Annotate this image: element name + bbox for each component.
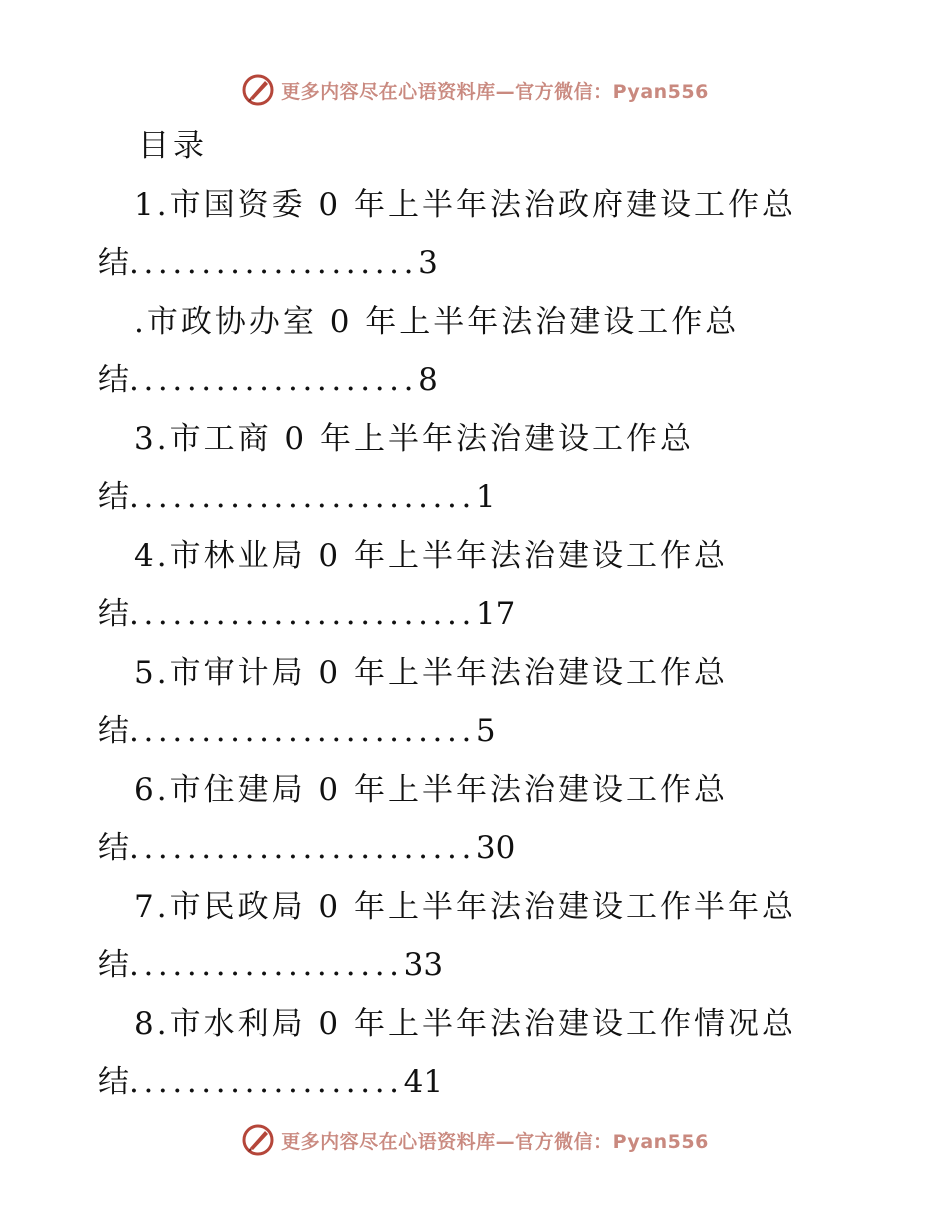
toc-heading: 目录	[138, 128, 208, 164]
toc-entry-leader	[98, 1058, 443, 1106]
header-watermark	[0, 70, 950, 110]
toc-entry-dots: ...................	[129, 1064, 404, 1100]
toc-entry-title: 4.市林业局 0 年上半年法治建设工作总	[134, 538, 729, 574]
toc-entry-dots: ........................	[129, 596, 476, 632]
toc-entry-page: 41	[403, 1064, 444, 1100]
toc-entry-page: 33	[403, 947, 444, 983]
toc-entry-dots: ...................	[129, 947, 404, 983]
toc-entry-page: 3	[418, 245, 438, 281]
toc-entry-dots: ........................	[129, 830, 476, 866]
quill-pen-logo-icon	[241, 73, 275, 107]
toc-entry-title: 1.市国资委 0 年上半年法治政府建设工作总	[134, 187, 797, 223]
toc-entry-page: 17	[475, 596, 516, 632]
toc-entry-leader	[98, 941, 443, 989]
toc-entry-title: 6.市住建局 0 年上半年法治建设工作总	[134, 772, 729, 808]
quill-pen-logo-icon	[241, 1123, 275, 1157]
toc-entry-tail: 结	[98, 479, 129, 515]
footer-watermark	[0, 1120, 950, 1160]
toc-entry-title: 7.市民政局 0 年上半年法治建设工作半年总	[134, 889, 797, 925]
toc-entry-page: 5	[475, 713, 496, 749]
toc-entry-dots: ....................	[129, 362, 419, 398]
toc-entry-leader	[98, 356, 438, 404]
toc-entry-title: 5.市审计局 0 年上半年法治建设工作总	[134, 655, 729, 691]
toc-entry-tail: 结	[98, 947, 129, 983]
toc-entry-tail: 结	[98, 245, 129, 281]
toc-entry-page: 8	[418, 362, 438, 398]
watermark-text: 更多内容尽在心语资料库—官方微信：Pyan556	[281, 80, 709, 103]
toc-entry-leader	[98, 239, 438, 287]
toc-entry-leader	[98, 707, 496, 755]
toc-entry-dots: ....................	[129, 245, 419, 281]
toc-entry-title: .市政协办室 0 年上半年法治建设工作总	[134, 304, 740, 340]
toc-entry-leader	[98, 590, 515, 638]
toc-entry-title: 3.市工商 0 年上半年法治建设工作总	[134, 421, 695, 457]
toc-entry-tail: 结	[98, 596, 129, 632]
toc-entry-page: 30	[475, 830, 516, 866]
watermark-text: 更多内容尽在心语资料库—官方微信：Pyan556	[281, 1130, 709, 1153]
toc-entry-dots: ........................	[129, 479, 476, 515]
toc-entry-tail: 结	[98, 830, 129, 866]
toc-entry-title: 8.市水利局 0 年上半年法治建设工作情况总	[134, 1006, 797, 1042]
toc-entry-tail: 结	[98, 713, 129, 749]
toc-entry-page: 1	[475, 479, 496, 515]
toc-entry-tail: 结	[98, 362, 129, 398]
toc-entry-dots: ........................	[129, 713, 476, 749]
toc-entry-tail: 结	[98, 1064, 129, 1100]
toc-entry-leader	[98, 824, 515, 872]
toc-entry-leader	[98, 473, 496, 521]
